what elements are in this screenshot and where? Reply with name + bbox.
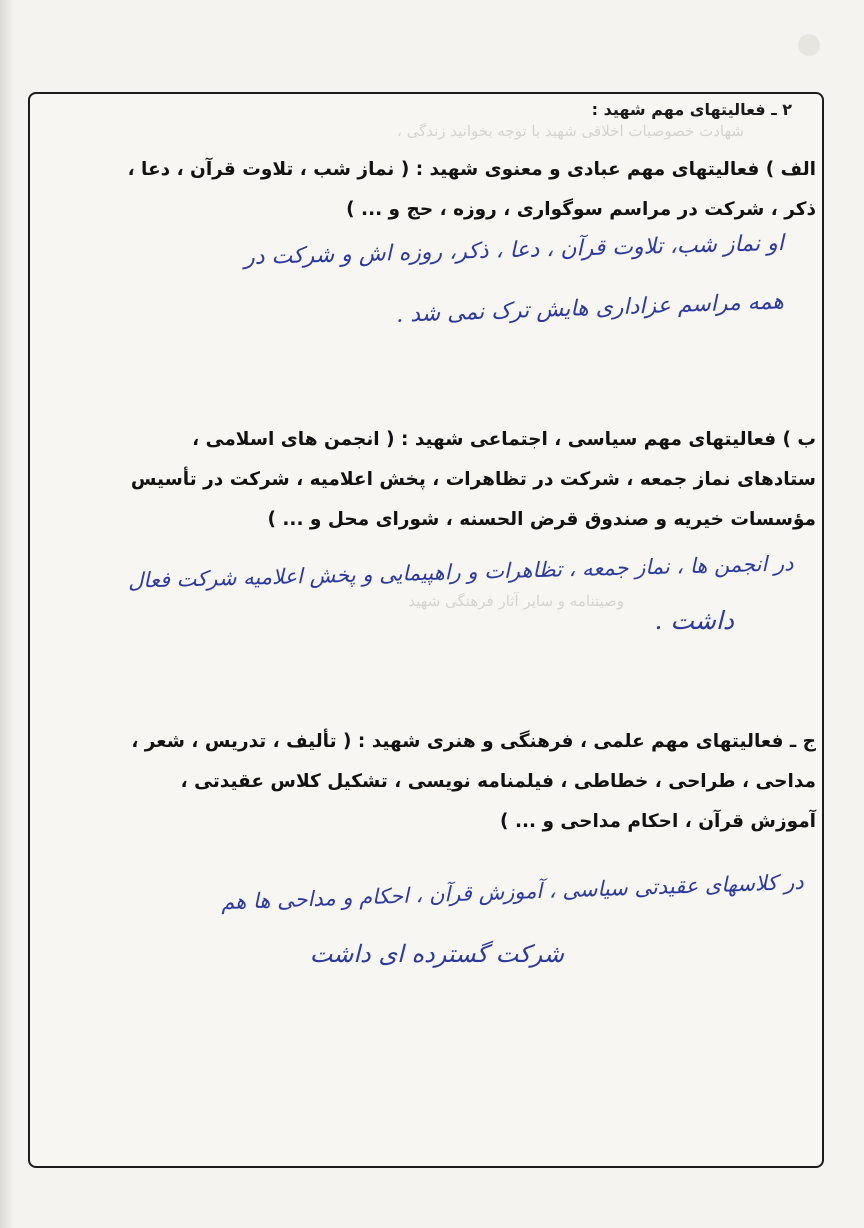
handwritten-answer-line: داشت .	[654, 606, 734, 635]
section-heading: ۲ ـ فعالیتهای مهم شهید :	[591, 100, 792, 119]
printed-line: ب ) فعالیتهای مهم سیاسی ، اجتماعی شهید : ( انجمن های اسلامی ،	[192, 429, 816, 450]
show-through-line: وصیتنامه و سایر آثار فرهنگی شهید	[408, 592, 624, 610]
printed-line: الف ) فعالیتهای مهم عبادی و معنوی شهید : ( نماز شب ، تلاوت قرآن ، دعا ،	[127, 159, 816, 180]
printed-question-alef	[46, 150, 816, 230]
handwritten-answer-line: شرکت گسترده ای داشت	[309, 940, 564, 968]
handwritten-answer-line: در انجمن ها ، نماز جمعه ، تظاهرات و راهپیمایی و پخش اعلامیه شرکت فعال	[128, 551, 795, 593]
printed-line: ستادهای نماز جمعه ، شرکت در تظاهرات ، پخش اعلامیه ، شرکت در تأسیس	[130, 469, 816, 490]
handwritten-answer-line: او نماز شب، تلاوت قرآن ، دعا ، ذکر، روزه اش و شرکت در	[243, 230, 785, 271]
show-through-line: شهادت خصوصیات اخلاقی شهید با توجه بخوانید زندگی ،	[396, 122, 744, 140]
punch-hole	[798, 34, 820, 56]
printed-question-jim	[46, 722, 816, 842]
printed-question-be	[46, 420, 816, 540]
printed-line: مؤسسات خیریه و صندوق قرض الحسنه ، شورای محل و ... )	[267, 509, 816, 530]
printed-line: مداحی ، طراحی ، خطاطی ، فیلمنامه نویسی ، تشکیل کلاس عقیدتی ،	[180, 771, 816, 792]
printed-line: ج ـ فعالیتهای مهم علمی ، فرهنگی و هنری شهید : ( تألیف ، تدریس ، شعر ،	[131, 731, 816, 752]
page-edge-shadow	[0, 0, 14, 1228]
printed-line: ذکر ، شرکت در مراسم سوگواری ، روزه ، حج و ... )	[346, 199, 816, 220]
handwritten-answer-line: در کلاسهای عقیدتی سیاسی ، آموزش قرآن ، احکام و مداحی ها هم	[221, 869, 805, 915]
printed-line: آموزش قرآن ، احکام مداحی و ... )	[500, 811, 816, 832]
handwritten-answer-line: همه مراسم عزاداری هایش ترک نمی شد .	[395, 289, 785, 328]
